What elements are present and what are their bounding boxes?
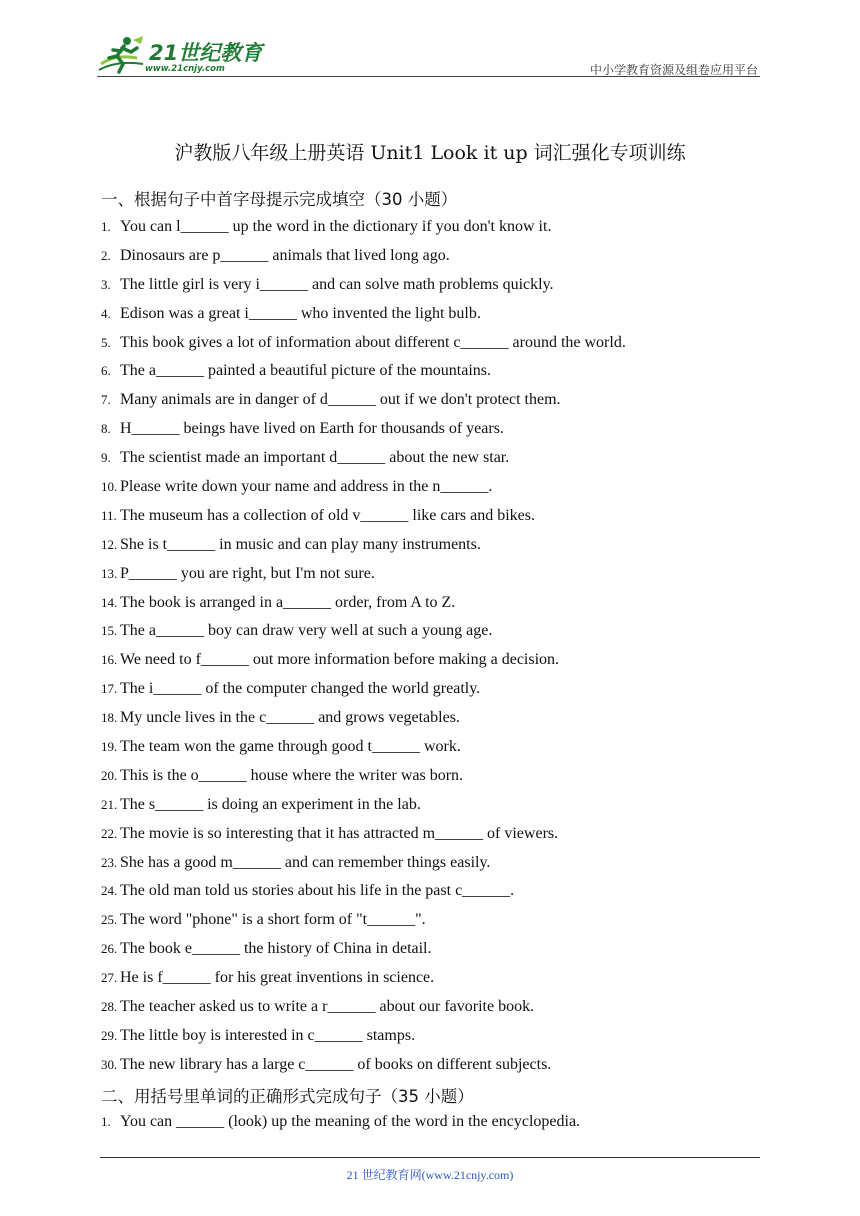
header-divider [97, 76, 760, 77]
footer-link[interactable]: 21 世纪教育网(www.21cnjy.com) [346, 1168, 514, 1182]
question-number: 8. [101, 421, 111, 437]
question-number: 1. [101, 219, 111, 234]
question-text: The a______ painted a beautiful picture of the mountains. [120, 362, 491, 380]
section1-heading: 一、根据句子中首字母提示完成填空（30 小题） [101, 190, 458, 209]
question-text: The book is arranged in a______ order, from A to Z. [120, 593, 456, 611]
question-item [101, 357, 781, 386]
question-number: 1. [101, 1114, 111, 1129]
platform-name: 中小学教育资源及组卷应用平台 [589, 63, 758, 77]
question-text: You can l______ up the word in the dictionary if you don't know it. [120, 218, 552, 235]
question-item [101, 502, 781, 531]
question-text: My uncle lives in the c______ and grows vegetables. [120, 709, 460, 727]
question-text: The s______ is doing an experiment in the lab. [120, 795, 421, 813]
question-number: 7. [101, 392, 111, 408]
question-item [101, 993, 781, 1022]
question-number: 5. [101, 334, 111, 350]
question-number: 24. [101, 883, 118, 899]
question-item [101, 473, 781, 502]
question-item [101, 329, 781, 358]
question-number: 16. [101, 652, 118, 668]
question-text: The teacher asked us to write a r______ about our favorite book. [120, 998, 535, 1016]
question-item [101, 1022, 781, 1051]
question-item [101, 935, 781, 964]
question-item [101, 531, 781, 560]
section1-question-list [101, 213, 781, 1080]
question-text: Edison was a great i______ who invented the light bulb. [120, 304, 481, 322]
question-item [101, 415, 781, 444]
question-item [101, 733, 781, 762]
question-item [101, 589, 781, 618]
question-text: He is f______ for his great inventions in science. [120, 969, 435, 987]
question-item [101, 820, 781, 849]
question-item [101, 877, 781, 906]
logo-url: www.21cnjy.com [145, 64, 225, 74]
runner-logo-icon [97, 34, 149, 78]
question-item [101, 762, 781, 791]
question-item [101, 906, 781, 935]
question-text: H______ beings have lived on Earth for thousands of years. [120, 420, 504, 438]
question-text: The movie is so interesting that it has attracted m______ of viewers. [120, 824, 559, 842]
question-number: 27. [101, 970, 118, 986]
question-text: We need to f______ out more information before making a decision. [120, 651, 560, 669]
question-text: The museum has a collection of old v______ like cars and bikes. [120, 506, 536, 524]
question-text: P______ you are right, but I'm not sure. [120, 564, 375, 582]
question-text: The old man told us stories about his life in the past c______. [120, 882, 515, 900]
question-item [101, 617, 781, 646]
question-text: The scientist made an important d______ about the new star. [120, 449, 510, 467]
question-number: 23. [101, 854, 118, 870]
question-item [101, 646, 781, 675]
question-number: 11. [101, 507, 117, 523]
question-number: 6. [101, 363, 111, 379]
question-item [101, 849, 781, 878]
question-text: The book e______ the history of China in detail. [120, 940, 432, 958]
question-number: 20. [101, 767, 118, 783]
question-number: 30. [101, 1056, 118, 1072]
question-item [101, 964, 781, 993]
question-number: 29. [101, 1027, 118, 1043]
question-number: 25. [101, 912, 118, 928]
logo-text: 21世纪教育 [149, 41, 263, 65]
question-number: 14. [101, 594, 118, 610]
question-number: 28. [101, 999, 118, 1015]
question-text: The little girl is very i______ and can solve math problems quickly. [120, 275, 554, 293]
question-item [101, 213, 781, 242]
question-number: 2. [101, 247, 111, 263]
question-text: The word "phone" is a short form of "t______". [120, 911, 426, 929]
question-text: The new library has a large c______ of books on different subjects. [120, 1055, 552, 1073]
section2-question-list [101, 1108, 781, 1137]
question-number: 9. [101, 450, 111, 466]
question-item [101, 271, 781, 300]
question-number: 12. [101, 536, 118, 552]
section2-heading: 二、用括号里单词的正确形式完成句子（35 小题） [101, 1087, 474, 1106]
page-header [97, 30, 760, 78]
question-item [101, 300, 781, 329]
question-number: 18. [101, 710, 118, 726]
question-number: 13. [101, 565, 118, 581]
question-text: The team won the game through good t______ work. [120, 738, 461, 756]
question-text: The little boy is interested in c______ stamps. [120, 1026, 416, 1044]
question-text: She has a good m______ and can remember things easily. [120, 853, 491, 871]
question-number: 26. [101, 941, 118, 957]
question-number: 17. [101, 681, 118, 697]
question-text: You can ______ (look) up the meaning of the word in the encyclopedia. [120, 1113, 581, 1130]
question-item [101, 560, 781, 589]
question-text: This is the o______ house where the writer was born. [120, 766, 464, 784]
question-text: Dinosaurs are p______ animals that lived long ago. [120, 246, 450, 264]
question-item [101, 444, 781, 473]
question-number: 19. [101, 739, 118, 755]
question-number: 3. [101, 276, 111, 292]
question-item [101, 242, 781, 271]
question-number: 21. [101, 796, 118, 812]
question-text: This book gives a lot of information about different c______ around the world. [120, 333, 626, 351]
question-text: Many animals are in danger of d______ out if we don't protect them. [120, 391, 561, 409]
question-text: Please write down your name and address in the n______. [120, 478, 493, 496]
question-item [101, 1108, 781, 1137]
question-item [101, 386, 781, 415]
question-item [101, 704, 781, 733]
question-item [101, 791, 781, 820]
question-number: 15. [101, 623, 118, 639]
site-logo[interactable] [97, 34, 267, 78]
question-item [101, 1051, 781, 1080]
question-number: 22. [101, 825, 118, 841]
document-title: 沪教版八年级上册英语 Unit1 Look it up 词汇强化专项训练 [174, 142, 686, 164]
question-number: 10. [101, 479, 118, 495]
question-item [101, 675, 781, 704]
footer-divider [100, 1157, 760, 1158]
question-text: The a______ boy can draw very well at such a young age. [120, 622, 493, 640]
question-number: 4. [101, 305, 111, 321]
question-text: The i______ of the computer changed the world greatly. [120, 680, 481, 698]
question-text: She is t______ in music and can play many instruments. [120, 535, 481, 553]
